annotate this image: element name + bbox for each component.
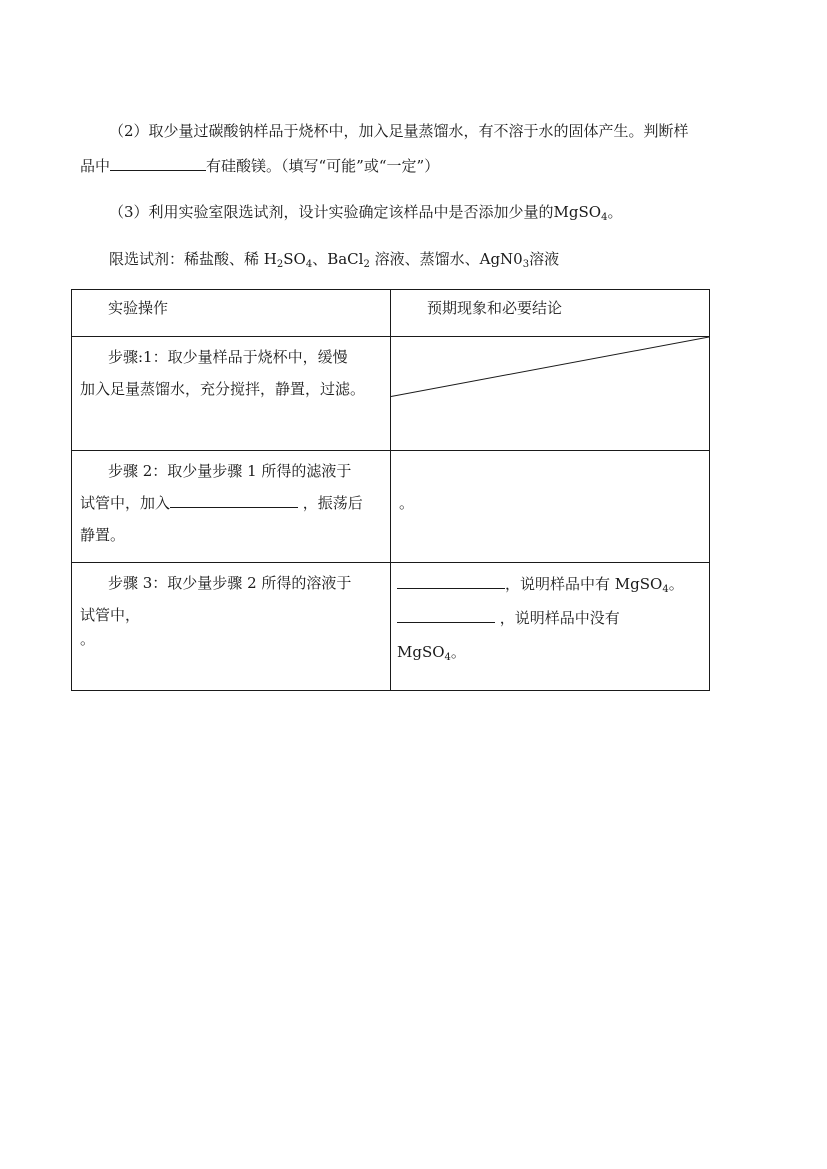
formula-mgso4: MgSO [553, 203, 602, 221]
step-3-positive-text: ，说明样品中有 MgSO [505, 575, 663, 593]
step-3-positive-end: 。 [668, 575, 684, 593]
step-3-negative-sub: 4 [444, 652, 451, 663]
step-2-line-1: 步骤 2：取少量步骤 1 所得的滤液于 [108, 462, 352, 480]
reagent-h2so4-sub1: 2 [276, 259, 284, 270]
step-3-line-3: 。 [80, 630, 96, 648]
step-3-line-2: 试管中， [80, 606, 141, 624]
step-3-positive-sub: 4 [662, 584, 669, 595]
step-1-line-2: 加入足量蒸馏水，充分搅拌，静置，过滤。 [80, 380, 366, 398]
question-3-line [109, 202, 622, 222]
step-3-result-line-1 [397, 567, 705, 601]
reagent-h2so4-so: SO [283, 250, 306, 268]
reagent-bacl2-sub: 2 [363, 259, 370, 270]
diagonal-strike-line [391, 337, 709, 450]
step-2-operation [72, 451, 391, 563]
question-2-line-2 [80, 154, 439, 176]
step-3-negative-blank[interactable] [397, 606, 495, 623]
reagent-bacl2-rest: 溶液、蒸馏水、 [369, 250, 480, 268]
reagent-agno3: AgN0 [479, 250, 523, 268]
step-2-result-text: 。 [399, 494, 415, 512]
reagent-h2so4-sub2: 4 [305, 259, 313, 270]
step-2-reagent-blank[interactable] [170, 491, 298, 508]
question-3-end: 。 [607, 203, 623, 221]
step-1-operation [72, 337, 391, 451]
reagent-h2so4-h: H [263, 250, 277, 268]
step-1-line-1: 步骤:1：取少量样品于烧杯中，缓慢 [108, 348, 348, 366]
header-operation: 实验操作 [108, 299, 169, 317]
table-row-step-3 [72, 563, 710, 691]
step-3-negative-formula: MgSO [397, 643, 445, 661]
question-2-suffix: 有硅酸镁。（填写“可能”或“一定”） [206, 157, 440, 175]
question-2-line-1 [109, 121, 689, 141]
step-2-line-2-prefix: 试管中，加入 [80, 494, 171, 512]
header-operation-cell [72, 290, 391, 337]
reagent-agno3-sub: 3 [522, 259, 530, 270]
step-3-negative-text: ，说明样品中没有 [495, 609, 620, 627]
step-2-line-2 [80, 487, 384, 519]
reagent-separator: 、 [312, 250, 328, 268]
step-1-result-crossed [391, 337, 710, 451]
reagents-line [109, 249, 559, 269]
step-3-operation [72, 563, 391, 691]
step-2-line-3: 静置。 [80, 526, 126, 544]
answer-blank[interactable] [110, 154, 206, 171]
reagents-label: 限选试剂：稀盐酸、稀 [109, 250, 264, 268]
table-row-step-1 [72, 337, 710, 451]
step-3-line-1: 步骤 3：取少量步骤 2 所得的溶液于 [108, 574, 352, 592]
step-3-result-line-3 [397, 635, 705, 669]
step-2-result [391, 451, 710, 563]
reagent-agno3-rest: 溶液 [529, 250, 560, 268]
table-row-step-2 [72, 451, 710, 563]
question-2-prefix: 品中 [80, 157, 111, 175]
step-3-negative-end: 。 [450, 643, 466, 661]
step-3-positive-blank[interactable] [397, 572, 505, 589]
experiment-table [71, 289, 710, 691]
reagent-bacl2: BaCl [327, 250, 364, 268]
question-3-text: （3）利用实验室限选试剂，设计实验确定该样品中是否添加少量的 [109, 203, 554, 221]
header-result: 预期现象和必要结论 [427, 299, 563, 317]
step-3-result [391, 563, 710, 691]
formula-subscript: 4 [601, 212, 608, 223]
step-2-line-2-suffix: ，振荡后 [298, 494, 363, 512]
table-header-row [72, 290, 710, 337]
header-result-cell [391, 290, 710, 337]
step-3-result-line-2 [397, 601, 705, 635]
question-2-text: （2）取少量过碳酸钠样品于烧杯中，加入足量蒸馏水，有不溶于水的固体产生。判断样 [109, 122, 689, 140]
